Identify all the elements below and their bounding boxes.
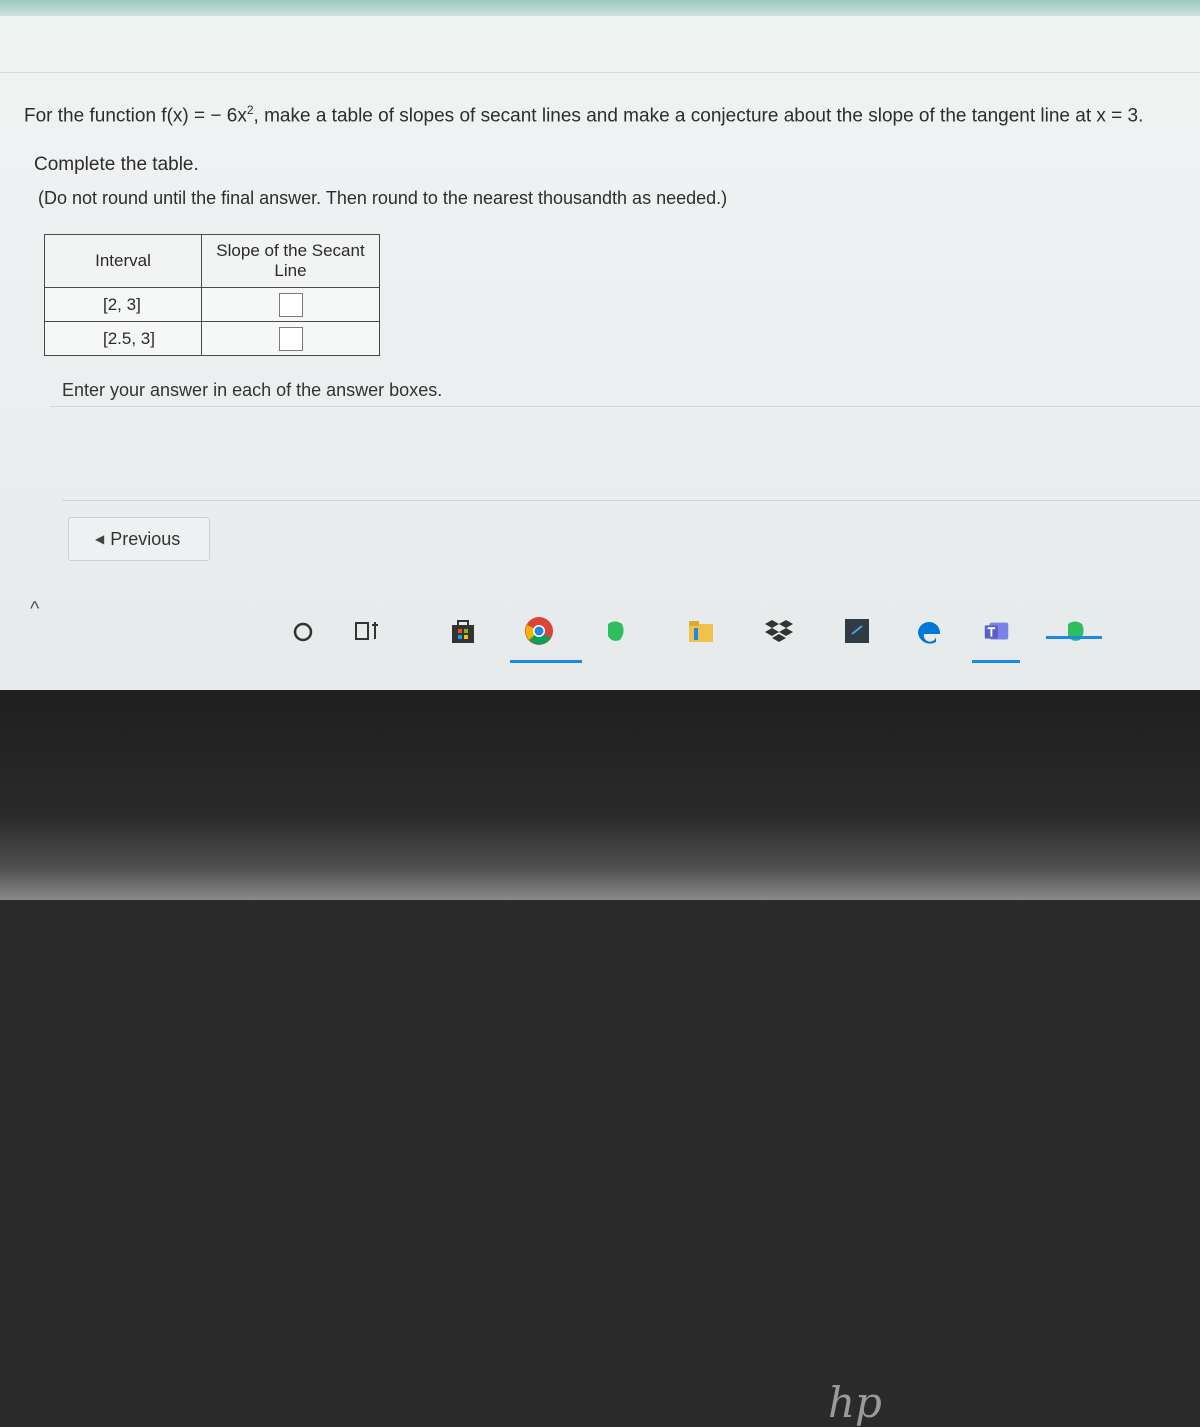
secant-slope-table (44, 234, 380, 356)
active-app-indicator (972, 660, 1020, 663)
hp-logo: hp (828, 1378, 882, 1427)
edge-icon[interactable] (914, 616, 944, 646)
file-explorer-icon[interactable] (686, 616, 716, 646)
rounding-note: (Do not round until the final answer. Then round to the nearest thousandth as needed.) (38, 188, 728, 208)
laptop-bezel (0, 690, 1200, 1427)
store-icon[interactable] (448, 616, 478, 646)
table-row (45, 288, 380, 322)
slope-answer-box[interactable] (279, 327, 303, 351)
active-app-indicator (1046, 636, 1102, 639)
question-text (24, 103, 1143, 127)
divider (50, 406, 1200, 407)
header-interval: Interval (45, 235, 202, 288)
question-suffix: , make a table of slopes of secant lines and make a conjecture about the slope of the tangent line at x = 3. (253, 105, 1144, 127)
interval-cell: [2.5, 3] (45, 322, 202, 356)
teams-icon[interactable] (982, 616, 1012, 646)
search-icon[interactable] (288, 616, 318, 646)
taskbar (260, 606, 1200, 662)
top-strip (0, 0, 1200, 16)
previous-button[interactable] (68, 517, 210, 561)
table-row (45, 322, 380, 356)
app-s-icon[interactable] (842, 616, 872, 646)
evernote-icon[interactable] (600, 616, 630, 646)
complete-label: Complete the table. (34, 154, 199, 175)
header-slope: Slope of the Secant Line (202, 235, 380, 288)
chevron-left-icon: ◀ (95, 532, 105, 546)
enter-instruction: Enter your answer in each of the answer boxes. (62, 380, 443, 400)
slope-cell (202, 288, 380, 322)
slope-cell (202, 322, 380, 356)
table-header-row (45, 235, 380, 288)
top-divider (0, 72, 1200, 73)
evernote-icon-2[interactable] (1060, 616, 1090, 646)
chrome-icon[interactable] (524, 616, 554, 646)
interval-cell: [2, 3] (45, 288, 202, 322)
previous-button-label: Previous (110, 528, 181, 549)
slope-answer-box[interactable] (279, 293, 303, 317)
dropbox-icon[interactable] (764, 616, 794, 646)
browser-screen (0, 0, 1200, 690)
chevron-up-icon[interactable]: ^ (30, 598, 40, 620)
task-view-icon[interactable] (352, 616, 382, 646)
active-app-indicator (510, 660, 582, 663)
question-prefix: For the function f(x) = − 6x (24, 105, 247, 127)
question-exponent: 2 (246, 103, 254, 117)
divider (62, 500, 1200, 501)
